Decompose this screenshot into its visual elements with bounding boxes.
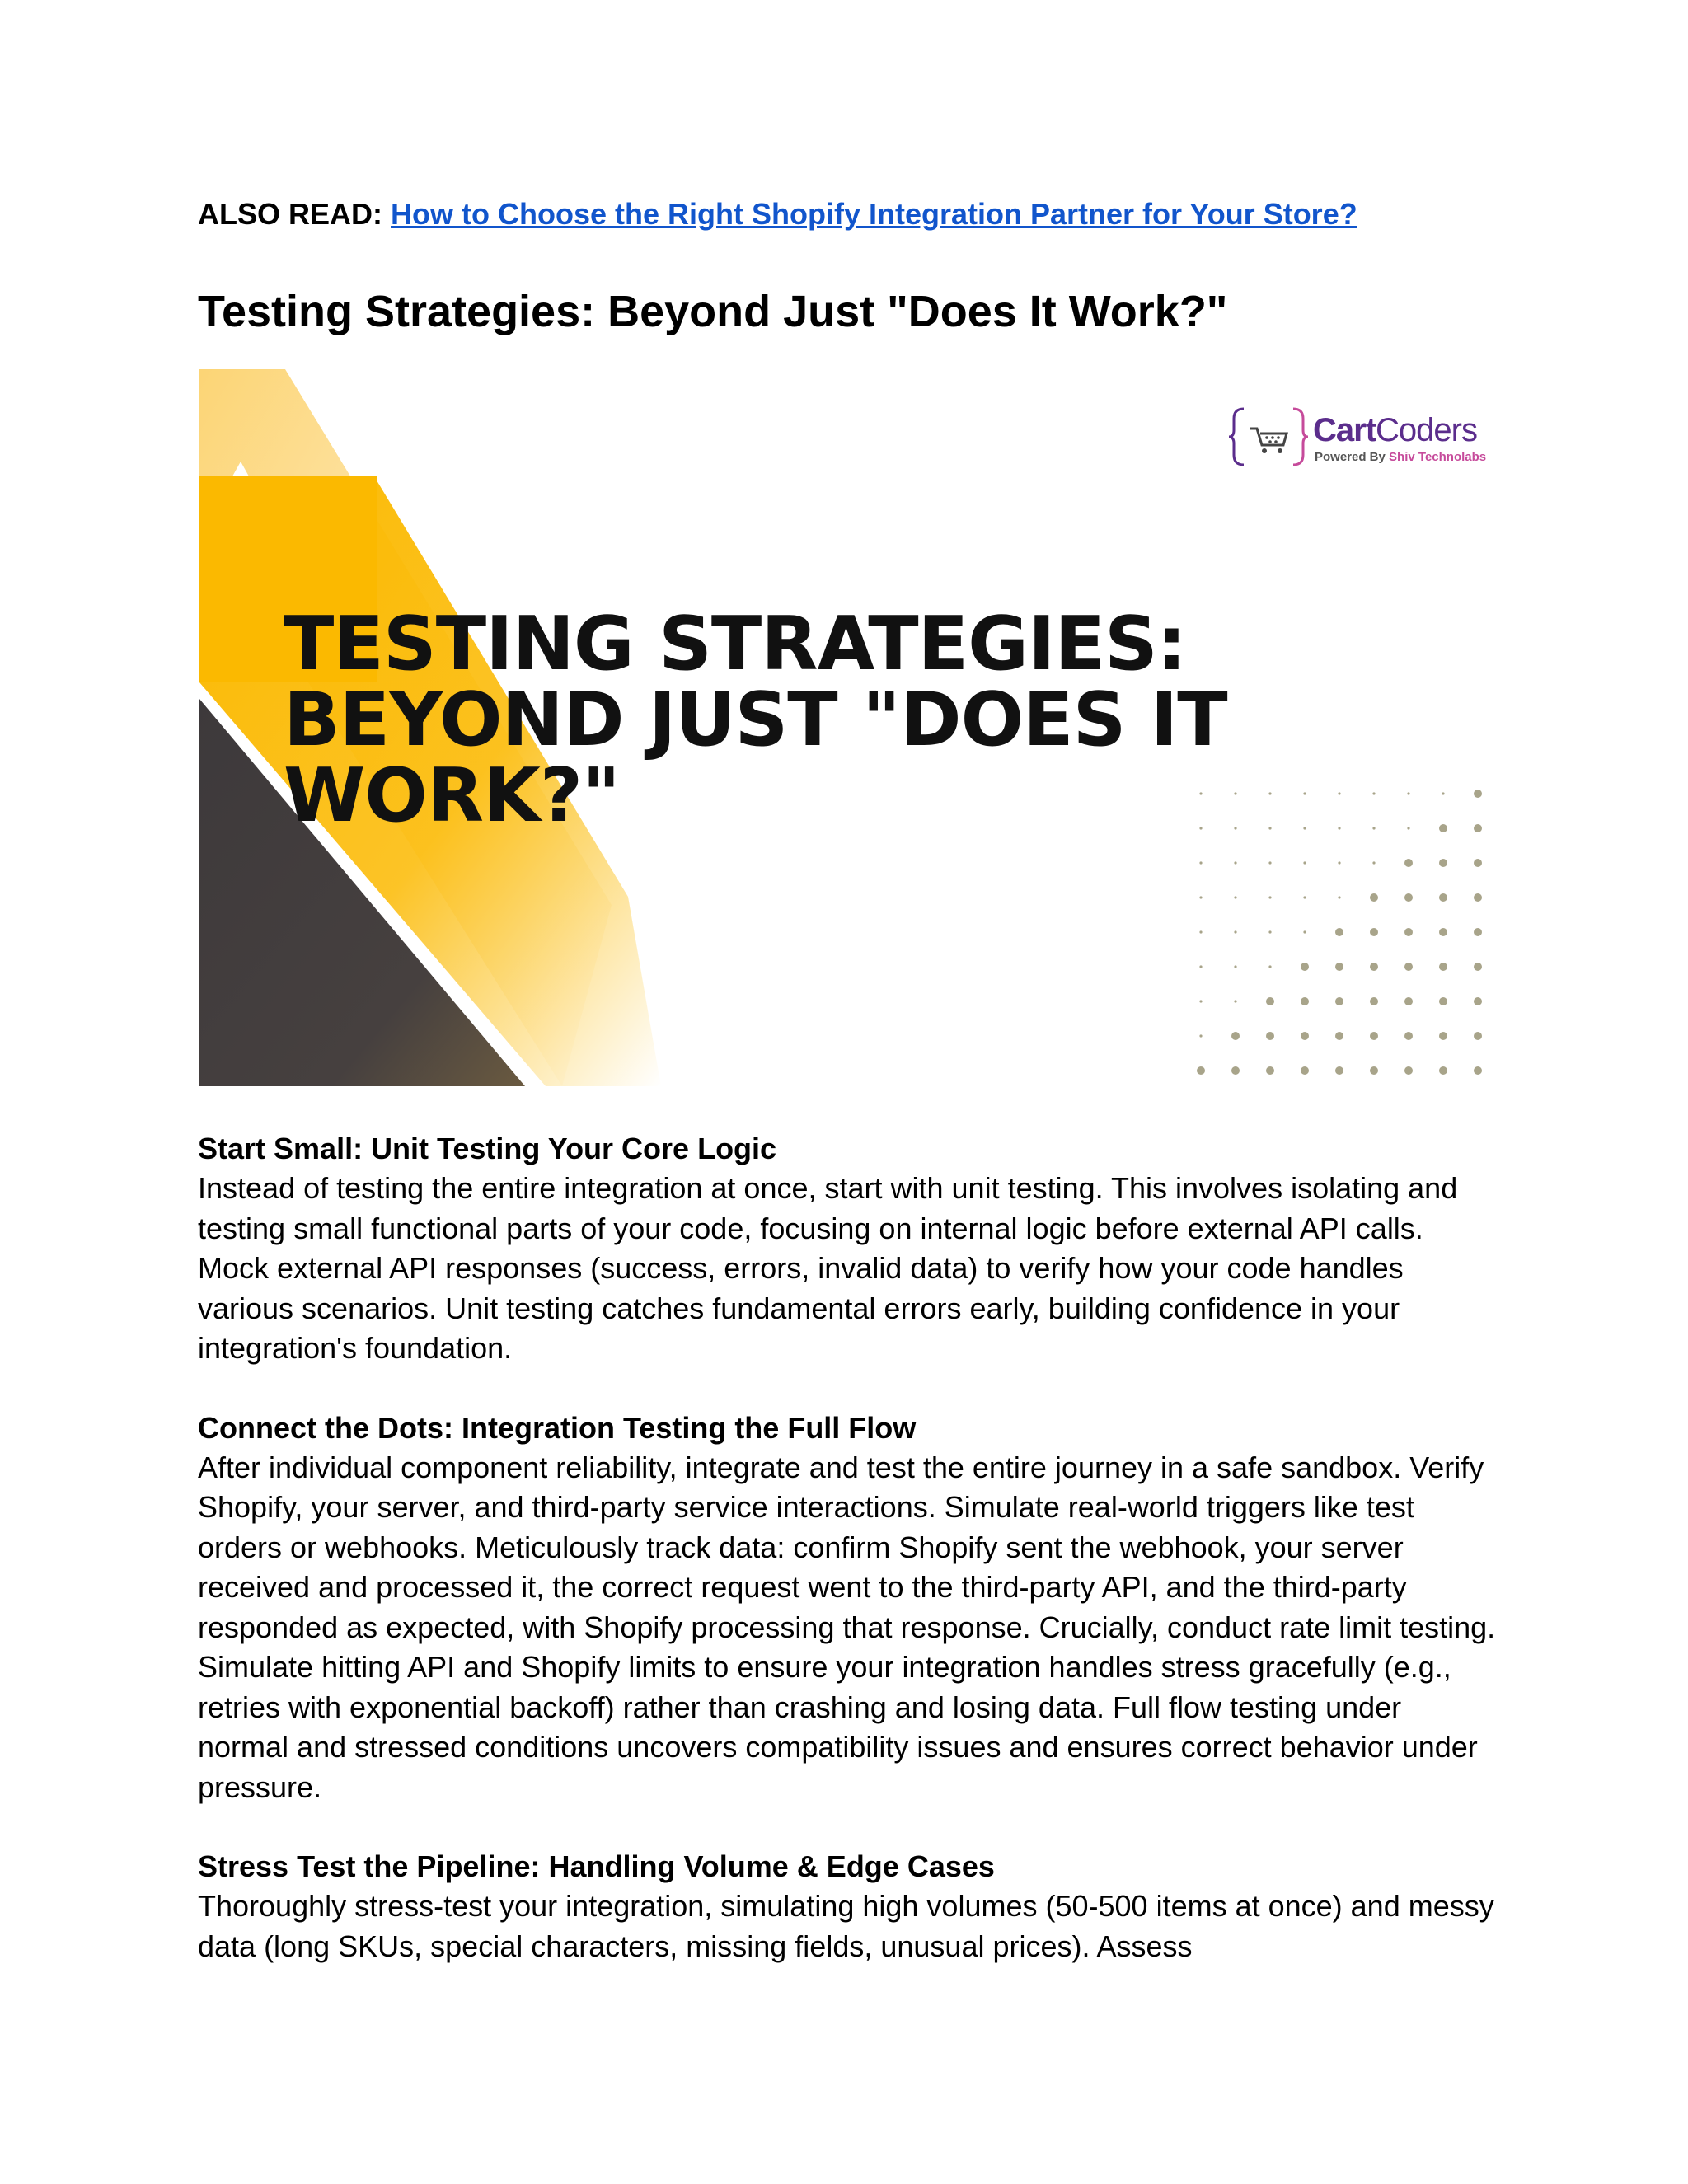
grid-dot [1234, 965, 1236, 968]
grid-dot [1474, 1066, 1482, 1075]
grid-dot [1474, 790, 1482, 798]
grid-dot [1474, 824, 1482, 832]
grid-dot [1439, 893, 1447, 902]
grid-dot [1199, 930, 1202, 933]
logo-brand-light: Coders [1376, 412, 1477, 448]
grid-dot [1268, 896, 1271, 898]
also-read-label: ALSO READ: [198, 197, 382, 231]
grid-dot [1404, 928, 1413, 936]
grid-dot [1404, 1066, 1413, 1075]
grid-dot [1268, 861, 1271, 864]
grid-dot [1404, 893, 1413, 902]
grid-dot [1439, 1066, 1447, 1075]
grid-dot [1335, 928, 1343, 936]
grid-dot [1338, 861, 1340, 864]
grid-dot [1199, 965, 1202, 968]
section-title: Connect the Dots: Integration Testing the Full Flow [198, 1410, 917, 1445]
grid-dot [1474, 1032, 1482, 1040]
grid-dot [1439, 928, 1447, 936]
grid-dot [1370, 963, 1378, 971]
also-read-line [198, 194, 1357, 234]
logo-tagline [1315, 450, 1486, 464]
grid-dot [1301, 1066, 1309, 1075]
section-body: Thoroughly stress-test your integration, simulating high volumes (50-500 items at once) and messy data (long SKUs, special characters, missing fields, unusual prices). Assess [198, 1889, 1494, 1963]
grid-dot [1266, 1032, 1274, 1040]
logo-tagline-name: Shiv Technolabs [1389, 450, 1487, 464]
grid-dot [1404, 963, 1413, 971]
logo-wordmark [1313, 412, 1477, 448]
grid-dot [1301, 1032, 1309, 1040]
grid-dot [1335, 1066, 1343, 1075]
grid-dot [1266, 1066, 1274, 1075]
grid-dot [1234, 896, 1236, 898]
grid-dot [1266, 997, 1274, 1005]
grid-dot [1370, 893, 1378, 902]
section-body: After individual component reliability, integrate and test the entire journey in a safe sandbox. Verify Shopify, your server, and third-party service interactions. Simulate real-world triggers like test orders or webhooks. Meticulously track data: confirm Shopify sent the webhook, your server received and processed it, the correct request went to the third-party API, and the third-party responded as expected, with Shopify processing that response. Crucially, conduct rate limit testing. Simulate hitting API and Shopify limits to ensure your integration handles stress gracefully (e.g., retries with exponential backoff) rather than crashing and losing data. Full flow testing under normal and stressed conditions uncovers compatibility issues and ensures correct behavior under pressure. [198, 1450, 1496, 1804]
grid-dot [1197, 1066, 1205, 1075]
section-stress-testing [198, 1847, 1500, 1966]
grid-dot [1301, 997, 1309, 1005]
grid-dot [1234, 930, 1236, 933]
grid-dot [1370, 1032, 1378, 1040]
grid-dot [1199, 861, 1202, 864]
grid-dot [1234, 1000, 1236, 1002]
cartcoders-logo [1227, 404, 1489, 470]
grid-dot [1199, 1034, 1202, 1037]
grid-dot [1404, 1032, 1413, 1040]
section-title: Stress Test the Pipeline: Handling Volume & Edge Cases [198, 1849, 995, 1883]
article-body [198, 1129, 1500, 2006]
cart-icon [1227, 404, 1310, 470]
grid-dot [1370, 928, 1378, 936]
grid-dot [1268, 930, 1271, 933]
logo-tagline-prefix: Powered By [1315, 450, 1386, 464]
grid-dot [1404, 859, 1413, 867]
grid-dot [1474, 928, 1482, 936]
grid-dot [1372, 861, 1375, 864]
grid-dot [1301, 963, 1309, 971]
grid-dot [1303, 861, 1306, 864]
grid-dot [1474, 893, 1482, 902]
grid-dot [1234, 861, 1236, 864]
grid-dot [1474, 859, 1482, 867]
grid-dot [1439, 963, 1447, 971]
grid-dot [1474, 997, 1482, 1005]
grid-dot [1338, 896, 1340, 898]
grid-dot [1439, 859, 1447, 867]
banner-title: TESTING STRATEGIES: BEYOND JUST "DOES IT WORK?" [284, 601, 1227, 839]
grid-dot [1370, 997, 1378, 1005]
section-body: Instead of testing the entire integration at once, start with unit testing. This involves isolating and testing small functional parts of your code, focusing on internal logic before external API calls. Mock external API responses (success, errors, invalid data) to verify how your code handles various scenarios. Unit testing catches fundamental errors early, building confidence in your integration's foundation. [198, 1171, 1458, 1365]
grid-dot [1199, 896, 1202, 898]
grid-dot [1370, 1066, 1378, 1075]
grid-dot [1335, 963, 1343, 971]
grid-dot [1335, 1032, 1343, 1040]
banner-image [199, 369, 1489, 1086]
page-title: Testing Strategies: Beyond Just "Does It Work?" [198, 287, 1228, 336]
grid-dot [1199, 1000, 1202, 1002]
also-read-link[interactable]: How to Choose the Right Shopify Integration Partner for Your Store? [391, 197, 1357, 231]
grid-dot [1439, 1032, 1447, 1040]
grid-dot [1303, 930, 1306, 933]
grid-dot [1439, 997, 1447, 1005]
section-title: Start Small: Unit Testing Your Core Logic [198, 1132, 777, 1165]
grid-dot [1404, 997, 1413, 1005]
section-integration-testing [198, 1408, 1500, 1808]
grid-dot [1231, 1032, 1240, 1040]
section-unit-testing [198, 1129, 1500, 1369]
grid-dot [1303, 896, 1306, 898]
grid-dot [1474, 963, 1482, 971]
logo-brand-bold: Cart [1313, 412, 1376, 448]
grid-dot [1231, 1066, 1240, 1075]
grid-dot [1335, 997, 1343, 1005]
grid-dot [1268, 965, 1271, 968]
